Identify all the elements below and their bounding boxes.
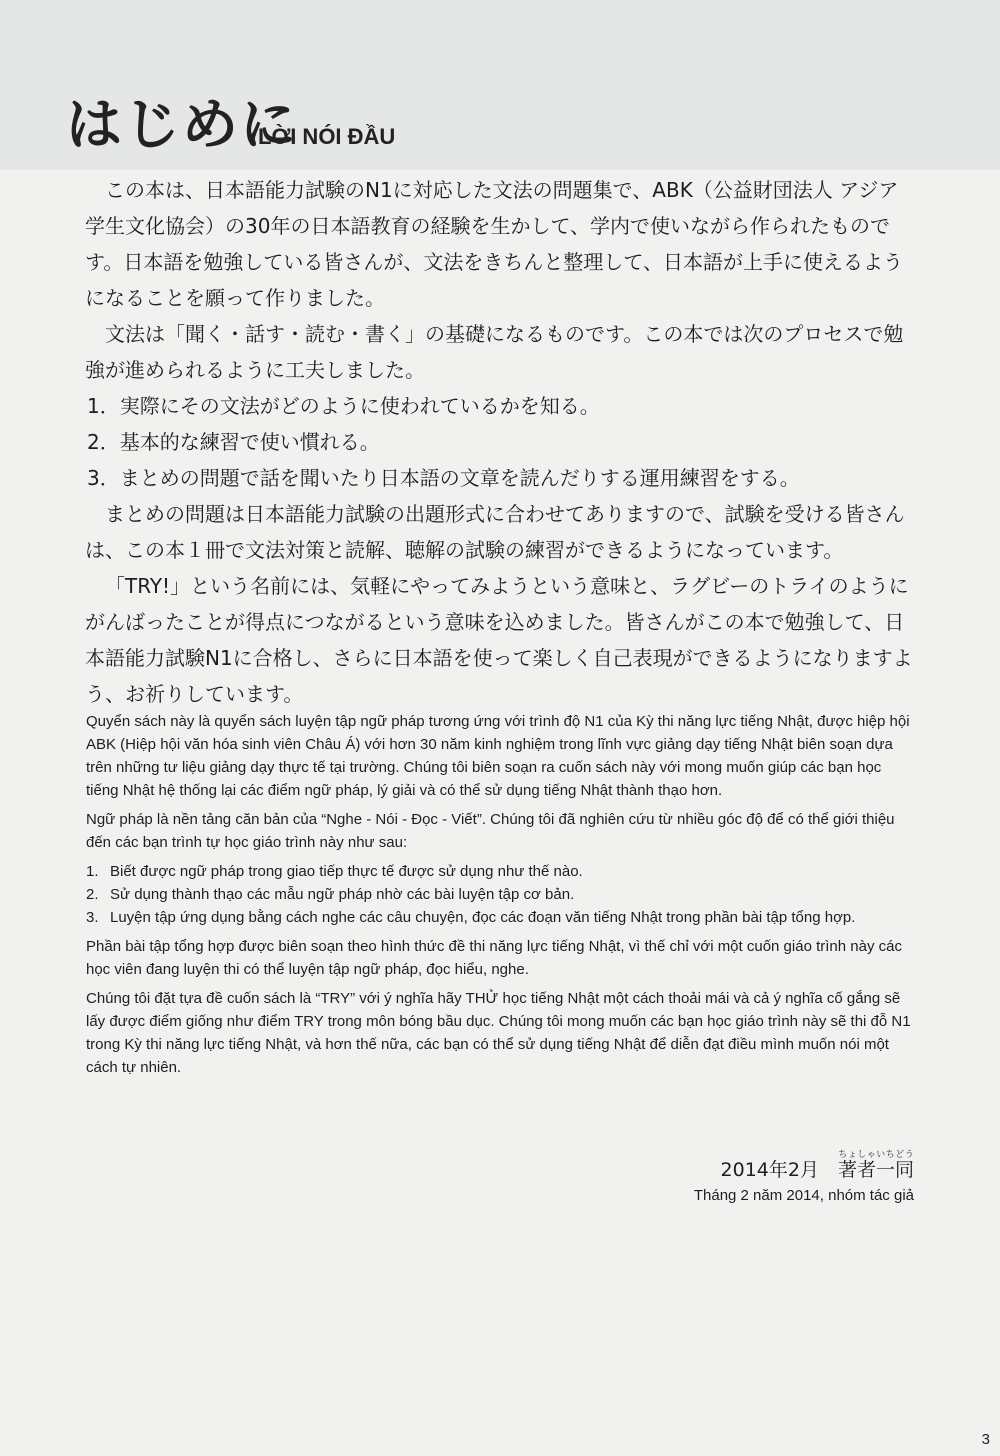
list-item xyxy=(86,883,914,906)
signature-date: 2014年2月 xyxy=(720,1159,819,1181)
list-item xyxy=(86,906,914,929)
signature xyxy=(694,1150,914,1207)
ja-process-list xyxy=(85,388,915,496)
signature-author-ruby: ちょしゃいちどう xyxy=(837,1150,914,1160)
list-item: 1．実際にその文法がどのように使われているかを知る。 xyxy=(87,394,600,418)
ja-paragraph-1: この本は、日本語能力試験のN1に対応した文法の問題集で、ABK（公益財団法人 アジア学生文化協会）の30年の日本語教育の経験を生かして、学内で使いながら作られたものです。日本語を勉強している皆さんが、文法をきちんと整理して、日本語が上手に使えるようになることを願って作りました。 xyxy=(85,178,903,310)
list-text: Sử dụng thành thạo các mẫu ngữ pháp nhờ các bài luyện tập cơ bản. xyxy=(110,886,575,903)
vi-process-list xyxy=(86,860,914,929)
signature-vi: Tháng 2 năm 2014, nhóm tác giả xyxy=(693,1187,914,1204)
vietnamese-text xyxy=(86,710,914,1085)
page-number: 3 xyxy=(981,1431,990,1448)
list-number: 2. xyxy=(86,886,99,903)
ja-paragraph-2: 文法は「聞く・話す・読む・書く」の基礎になるものです。この本では次のプロセスで勉強が進められるように工夫しました。 xyxy=(85,322,904,382)
list-item: 3．まとめの問題で話を聞いたり日本語の文章を読んだりする運用練習をする。 xyxy=(87,466,800,490)
list-text: Luyện tập ứng dụng bằng cách nghe các câu chuyện, đọc các đoạn văn tiếng Nhật trong phần bài tập tổng hợp. xyxy=(110,909,856,926)
vi-paragraph-3: Phần bài tập tổng hợp được biên soạn theo hình thức đề thi năng lực tiếng Nhật, vì thế chỉ với một cuốn giáo trình này các học viên đang luyện thi có thể luyện tập ngữ pháp, đọc hiểu, nghe. xyxy=(86,938,902,978)
vi-paragraph-1: Quyển sách này là quyển sách luyện tập ngữ pháp tương ứng với trình độ N1 của Kỳ thi năng lực tiếng Nhật, được hiệp hội ABK (Hiệp hội văn hóa sinh viên Châu Á) với hơn 30 năm kinh nghiệm trong lĩnh vực giảng dạy tiếng Nhật biên soạn dựa trên những tư liệu giảng dạy thực tế tại trường. Chúng tôi biên soạn ra cuốn sách này với mong muốn giúp các bạn học tiếng Nhật hệ thống lại các điểm ngữ pháp, lý giải và có thể sử dụng tiếng Nhật thành thạo hơn. xyxy=(86,713,910,799)
signature-author: 著者一同ちょしゃいちどう xyxy=(837,1150,914,1181)
list-number: 3. xyxy=(86,909,99,926)
list-item: 2．基本的な練習で使い慣れる。 xyxy=(87,430,380,454)
japanese-text xyxy=(85,172,915,712)
ja-paragraph-4: 「TRY!」という名前には、気軽にやってみようという意味と、ラグビーのトライのようにがんばったことが得点につながるという意味を込めました。皆さんがこの本で勉強して、日本語能力試験N1に合格し、さらに日本語を使って楽しく自己表現ができるようになりますよう、お祈りしています。 xyxy=(85,574,913,706)
signature-ja xyxy=(694,1150,914,1185)
list-text: Biết được ngữ pháp trong giao tiếp thực tế được sử dụng như thế nào. xyxy=(110,863,583,880)
ja-paragraph-3: まとめの問題は日本語能力試験の出題形式に合わせてありますので、試験を受ける皆さんは、この本１冊で文法対策と読解、聴解の試験の練習ができるようになっています。 xyxy=(85,502,905,562)
page-subtitle: LỜI NÓI ĐẦU xyxy=(258,124,396,149)
vi-paragraph-2: Ngữ pháp là nền tảng căn bản của “Nghe - Nói - Đọc - Viết”. Chúng tôi đã nghiên cứu từ nhiều góc độ để có thể giới thiệu đến các bạn trình tự học giáo trình này như sau: xyxy=(86,811,895,851)
list-item xyxy=(86,860,914,883)
list-number: 1. xyxy=(86,863,99,880)
page-title: はじめに xyxy=(66,93,298,158)
vi-paragraph-4: Chúng tôi đặt tựa đề cuốn sách là “TRY” với ý nghĩa hãy THỬ học tiếng Nhật một cách thoải mái và cả ý nghĩa cố gắng sẽ lấy được điểm giống như điểm TRY trong môn bóng bầu dục. Chúng tôi mong muốn các bạn học giáo trình này sẽ thi đỗ N1 trong Kỳ thi năng lực tiếng Nhật, và hơn thế nữa, các bạn có thể sử dụng tiếng Nhật để diễn đạt điều mình muốn nói một cách tự nhiên. xyxy=(86,990,911,1076)
